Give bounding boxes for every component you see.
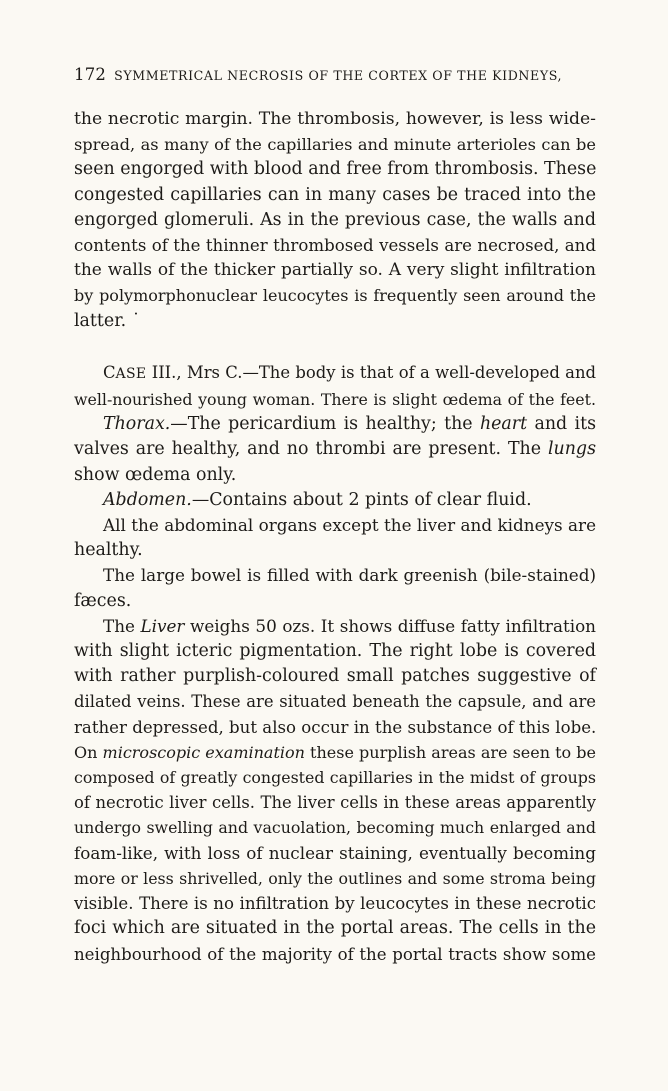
text-line: rather depressed, but also occur in the substance of this lobe. — [74, 717, 597, 737]
text-line: foci which are situated in the portal areas. The cells in the — [74, 918, 596, 939]
microscopic-line — [74, 740, 596, 765]
liver-term: Liver — [140, 615, 185, 636]
text-line: The large bowel is filled with dark greenish (bile-stained) — [103, 565, 596, 586]
text-line: more or less shrivelled, only the outlines and some stroma being — [74, 868, 596, 888]
case-heading-text: III., Mrs C.—The body is that of a well-developed and — [146, 362, 596, 382]
thorax-label: Thorax. — [103, 414, 171, 435]
text-line: the walls of the thicker partially so. A very slight infiltration — [74, 260, 596, 281]
thorax-line-2 — [74, 437, 596, 462]
thorax-text-end: and its — [527, 414, 596, 435]
paragraph-necrotic-margin — [74, 107, 596, 334]
text-line: with slight icteric pigmentation. The right lobe is covered — [74, 641, 596, 662]
text-line: congested capillaries can in many cases be traced into the — [74, 184, 596, 205]
text-line: latter. ˙ — [74, 310, 141, 331]
thorax-text: —The pericardium is healthy; the — [170, 414, 480, 435]
text-line: contents of the thinner thrombosed vessels are necrosed, and — [74, 236, 596, 256]
micro-text-start: On — [74, 742, 103, 762]
liver-text-start: The — [103, 615, 141, 636]
text-line: visible. There is no infiltration by leucocytes in these necrotic — [74, 894, 596, 914]
micro-text: these purplish areas are seen to be — [304, 742, 596, 762]
text-line: spread, as many of the capillaries and minute arterioles can be — [74, 135, 596, 155]
text-line: by polymorphonuclear leucocytes is frequently seen around the — [74, 286, 596, 306]
case-heading-initial: C — [103, 362, 116, 382]
heart-term: heart — [479, 414, 528, 435]
case-heading-line — [74, 360, 596, 387]
text-line: composed of greatly congested capillaries in the midst of groups — [74, 768, 596, 788]
liver-line — [74, 614, 596, 639]
text-line: undergo swelling and vacuolation, becoming much enlarged and — [74, 818, 596, 838]
text-line: dilated veins. These are situated beneath the capsule, and are — [74, 692, 596, 712]
abdomen-line — [74, 488, 596, 513]
case-heading-smallcaps: ASE — [115, 365, 147, 382]
text-line: the necrotic margin. The thrombosis, however, is less wide- — [74, 109, 596, 129]
text-line: of necrotic liver cells. The liver cells in these areas apparently — [74, 793, 596, 813]
thorax-line — [74, 412, 596, 437]
running-title: SYMMETRICAL NECROSIS OF THE CORTEX OF THE KIDNEYS, — [114, 68, 563, 83]
text-line: with rather purplish-coloured small patches suggestive of — [74, 666, 596, 687]
text-line: foam-like, with loss of nuclear staining, eventually becoming — [74, 842, 596, 863]
case-three-section — [74, 360, 596, 967]
text-line: neighbourhood of the majority of the portal tracts show some — [74, 944, 596, 964]
text-line: show œdema only. — [74, 464, 237, 485]
text-line: healthy. — [74, 540, 143, 561]
text-line: seen engorged with blood and free from thrombosis. These — [74, 159, 597, 180]
abdomen-label: Abdomen. — [103, 489, 192, 510]
lungs-term: lungs — [547, 439, 596, 460]
thorax-text-2: valves are healthy, and no thrombi are present. The — [74, 439, 548, 460]
book-page — [74, 62, 596, 967]
microscopic-term: microscopic examination — [102, 742, 305, 762]
running-head — [74, 62, 596, 88]
text-line: engorged glomeruli. As in the previous case, the walls and — [74, 209, 596, 230]
page-number: 172 — [74, 65, 107, 84]
text-line: All the abdominal organs except the liver and kidneys are — [103, 515, 596, 536]
text-line: fæces. — [74, 590, 132, 611]
liver-text: weighs 50 ozs. It shows diffuse fatty infiltration — [184, 615, 596, 636]
abdomen-text: —Contains about 2 pints of clear fluid. — [191, 489, 532, 510]
text-line: well-nourished young woman. There is slight œdema of the feet. — [74, 390, 596, 410]
